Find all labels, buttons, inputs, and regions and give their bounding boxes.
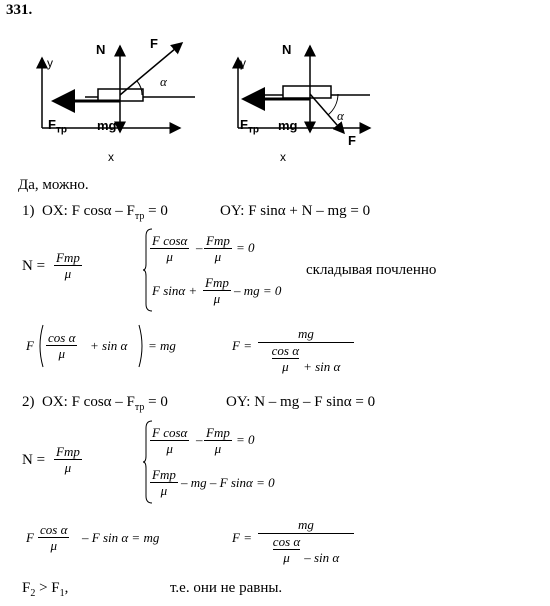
- case2-final-fraction: mg $\frac{\text{cos α}}{\mu}$ – sin α: [258, 517, 354, 567]
- case1-final-fraction: mg $\frac{\text{cos α}}{\mu}$ + sin α: [258, 326, 354, 376]
- case1-res-F: F: [26, 338, 34, 353]
- case1-sys1-frac1: $\frac{\text{F cosα}}{\mu}$: [152, 233, 188, 264]
- label-alpha-2: α: [337, 108, 344, 123]
- case2-equations-line: 2) OX: F $\cos\alpha - F_{тр} = 0$: [22, 394, 168, 413]
- label-N-1: N: [96, 42, 106, 57]
- case1-res-plus: + sin α: [90, 338, 128, 353]
- case1-N-fraction: Fтр μ: [56, 250, 80, 281]
- label-F-2: F: [348, 133, 356, 148]
- case1-sys2-frac: Fтр μ: [205, 275, 229, 306]
- case2-sys2-frac: Fтр μ: [152, 467, 176, 498]
- case1-equations-line: 1) OX: F $\cos\alpha - F_{тр} = 0$: [22, 203, 168, 222]
- case2-N-eq: N =: [22, 452, 46, 468]
- label-x-2: x: [280, 150, 286, 164]
- label-y-2: y: [240, 56, 246, 70]
- case2-sys1-frac1: $\frac{\text{F cosα}}{\mu}$: [152, 425, 188, 456]
- conclusion-text: т.е. они не равны.: [170, 580, 283, 596]
- case1-sys2-pre: F sinα +: [152, 283, 198, 298]
- case2-N-fraction: Fтр μ: [56, 444, 80, 475]
- case2-sys1-minus: –: [196, 432, 203, 447]
- label-F-1: F: [150, 36, 158, 51]
- case1-res-lparen: [36, 324, 44, 368]
- case1-sys1-frac2: Fтр μ: [206, 233, 230, 264]
- label-x-1: x: [108, 150, 114, 164]
- case1-res-frac: $\frac{\text{cos α}}{\mu}$: [48, 330, 76, 361]
- label-ftr-2: $F_{тр}$: [240, 117, 259, 136]
- case2-sys1-end: = 0: [236, 432, 255, 447]
- case1-res-end: = mg: [148, 338, 176, 353]
- case1-final-F: F =: [232, 338, 252, 353]
- problem-number: 331.: [6, 2, 33, 18]
- conclusion-inequality: $F_2 > F_1$,: [22, 580, 69, 599]
- case1-note: складывая почленно: [306, 262, 437, 278]
- case2-final-F: F =: [232, 530, 252, 545]
- case1-sys1-end: = 0: [236, 240, 255, 255]
- label-mg-2: mg: [278, 118, 298, 133]
- case2-oy-equation: OY: N – mg – F sinα = 0: [226, 394, 376, 410]
- case1-res-rparen: [138, 324, 146, 368]
- block-2: [283, 86, 331, 98]
- label-y-1: y: [47, 56, 53, 70]
- label-alpha-1: α: [160, 74, 167, 89]
- answer-intro: Да, можно.: [18, 177, 89, 193]
- case1-sys2-end: – mg = 0: [234, 283, 282, 298]
- case1-sys1-minus: –: [196, 240, 203, 255]
- case1-oy-equation: OY: F sinα + N – mg = 0: [220, 203, 371, 219]
- force-diagram-2: [230, 28, 380, 163]
- case1-N-eq: N =: [22, 258, 46, 274]
- case2-sys2-end: – mg – F sinα = 0: [181, 475, 275, 490]
- case2-res-F: F: [26, 530, 34, 545]
- case2-res-end: – F sin α = mg: [82, 530, 160, 545]
- label-N-2: N: [282, 42, 292, 57]
- case2-res-frac: $\frac{\text{cos α}}{\mu}$: [40, 522, 68, 553]
- label-ftr-1: $F_{тр}$: [48, 117, 67, 136]
- force-diagram-1: [30, 28, 205, 163]
- case2-sys1-frac2: Fтр μ: [206, 425, 230, 456]
- label-mg-1: mg: [97, 118, 117, 133]
